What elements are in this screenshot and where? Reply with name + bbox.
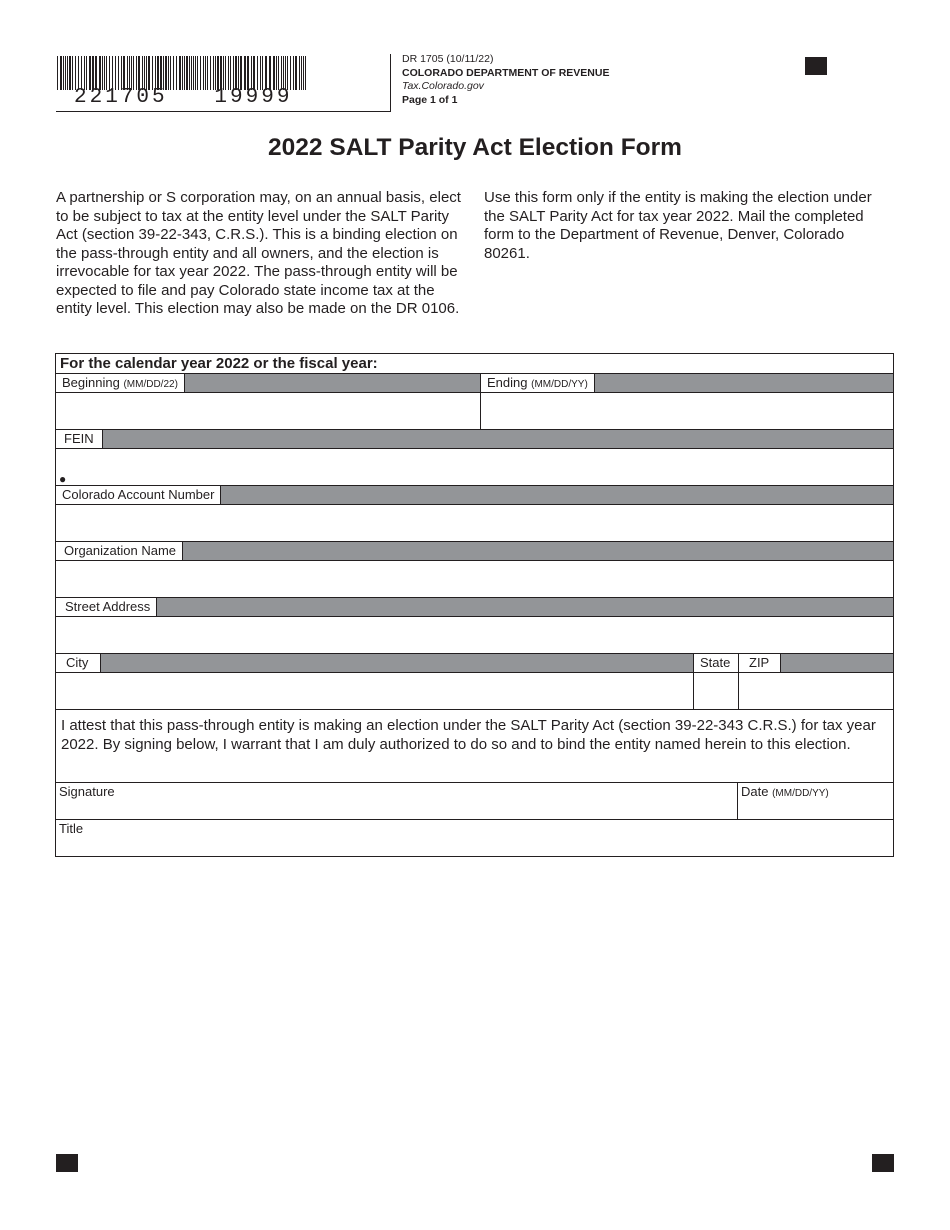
- barcode-bar: [262, 56, 263, 90]
- barcode-bar: [290, 56, 291, 90]
- agency-website: Tax.Colorado.gov: [402, 80, 484, 92]
- barcode-bar: [127, 56, 128, 90]
- organization-name-row: [56, 541, 893, 597]
- barcode-bar: [230, 56, 231, 90]
- title-row: [56, 819, 893, 856]
- barcode-bar: [195, 56, 196, 90]
- title-field[interactable]: [56, 836, 893, 856]
- barcode-bar: [233, 56, 234, 90]
- barcode-bar: [220, 56, 222, 90]
- barcode-bar: [106, 56, 107, 90]
- barcode-bar: [253, 56, 255, 90]
- barcode-bar: [305, 56, 306, 90]
- state-label-bar: [694, 654, 738, 673]
- barcode-bar: [191, 56, 192, 90]
- signature-row: [56, 782, 893, 820]
- page-title: 2022 SALT Parity Act Election Form: [268, 134, 682, 161]
- registration-mark-bottom-left: [56, 1154, 78, 1172]
- barcode-bar: [287, 56, 288, 90]
- agency-name: COLORADO DEPARTMENT OF REVENUE: [402, 66, 610, 79]
- registration-mark-bottom-right: [872, 1154, 894, 1172]
- barcode-bar: [138, 56, 140, 90]
- barcode-bar: [86, 56, 87, 90]
- barcode-bar: [276, 56, 277, 90]
- fiscal-year-heading: For the calendar year 2022 or the fiscal year:: [60, 355, 378, 372]
- street-address-row: [56, 597, 893, 653]
- signature-field[interactable]: [56, 799, 737, 820]
- ending-date-field[interactable]: [481, 393, 893, 430]
- barcode-bar: [65, 56, 66, 90]
- barcode-bar: [182, 56, 183, 90]
- barcode-bar: [69, 56, 71, 90]
- barcode-bars: [56, 56, 310, 90]
- barcode-bar: [148, 56, 150, 90]
- signature-label: Signature: [59, 784, 115, 799]
- form-id: DR 1705 (10/11/22): [402, 53, 494, 65]
- barcode-bar: [240, 56, 242, 90]
- barcode-bar: [89, 56, 91, 90]
- barcode-bar: [283, 56, 284, 90]
- date-field[interactable]: [738, 799, 893, 820]
- ending-label-bar: [481, 374, 893, 393]
- barcode-bar: [168, 56, 169, 90]
- barcode-bar: [228, 56, 229, 90]
- org-label-bar: [56, 542, 893, 561]
- barcode-bar: [244, 56, 246, 90]
- barcode-bar: [99, 56, 101, 90]
- barcode-bar: [285, 56, 286, 90]
- beginning-label-bar: [56, 374, 480, 393]
- barcode-bar: [215, 56, 216, 90]
- barcode-bar: [179, 56, 181, 90]
- barcode-bar: [257, 56, 258, 90]
- barcode-bar: [63, 56, 64, 90]
- intro-paragraph-right: Use this form only if the entity is making the election under the SALT Parity Act for tax year 2022. Mail the completed form to the Department of Revenue, Denver, Colorado 80261.: [484, 189, 872, 262]
- organization-name-label: Organization Name: [56, 542, 183, 560]
- barcode-bar: [72, 56, 73, 90]
- barcode-bar: [170, 56, 171, 90]
- barcode-bar: [238, 56, 239, 90]
- city-field[interactable]: [56, 673, 693, 709]
- barcode-bar: [152, 56, 153, 90]
- barcode-bar: [301, 56, 302, 90]
- barcode-bar: [84, 56, 85, 90]
- barcode-bar: [213, 56, 214, 90]
- barcode-bar: [57, 56, 58, 90]
- state-label: State: [694, 654, 736, 672]
- barcode-bar: [223, 56, 224, 90]
- zip-label: ZIP: [738, 654, 781, 672]
- street-address-label: Street Address: [56, 598, 157, 616]
- barcode-bar: [78, 56, 79, 90]
- barcode-bar: [251, 56, 252, 90]
- barcode-bar: [193, 56, 194, 90]
- barcode-bar: [269, 56, 271, 90]
- barcode-bar: [104, 56, 105, 90]
- barcode-bar: [205, 56, 206, 90]
- barcode-bar: [184, 56, 185, 90]
- barcode-bar: [129, 56, 130, 90]
- barcode-bar: [102, 56, 103, 90]
- barcode-bar: [293, 56, 294, 90]
- street-label-bar: [56, 598, 893, 617]
- form-header-info: [402, 53, 609, 107]
- account-number-row: [56, 485, 893, 541]
- title-label: Title: [59, 821, 84, 836]
- barcode-bar: [235, 56, 237, 90]
- barcode-bar: [203, 56, 204, 90]
- fein-label: FEIN: [56, 430, 103, 448]
- barcode-bar: [60, 56, 62, 90]
- organization-name-field[interactable]: [56, 561, 893, 597]
- account-label-bar: [56, 486, 893, 505]
- barcode-bar: [273, 56, 275, 90]
- barcode-bar: [157, 56, 159, 90]
- header-divider: [390, 54, 391, 112]
- barcode-bar: [112, 56, 113, 90]
- fiscal-period-row: [56, 373, 893, 430]
- barcode-bar: [92, 56, 94, 90]
- barcode-bar: [131, 56, 132, 90]
- barcode-bar: [207, 56, 208, 90]
- barcode-bar: [197, 56, 198, 90]
- barcode-bar: [123, 56, 125, 90]
- city-state-zip-row: [56, 653, 893, 709]
- fein-label-bar: [56, 430, 893, 449]
- beginning-date-field[interactable]: [56, 393, 480, 430]
- barcode-bar: [186, 56, 188, 90]
- beginning-label: Beginning (MM/DD/22): [56, 374, 185, 392]
- city-label: City: [56, 654, 101, 672]
- account-number-field[interactable]: [56, 505, 893, 541]
- barcode-bar: [189, 56, 190, 90]
- barcode-bar: [160, 56, 162, 90]
- zip-field[interactable]: [739, 673, 893, 709]
- state-field[interactable]: [694, 673, 738, 709]
- barcode-bar: [217, 56, 219, 90]
- barcode-bar: [176, 56, 177, 90]
- barcode-bar: [260, 56, 261, 90]
- barcode-bar: [133, 56, 134, 90]
- page-indicator: Page 1 of 1: [402, 93, 458, 106]
- barcode-bar: [278, 56, 279, 90]
- barcode-bar: [95, 56, 97, 90]
- date-label: Date (MM/DD/YY): [741, 784, 829, 799]
- barcode-bar: [163, 56, 164, 90]
- barcode-bar: [247, 56, 249, 90]
- barcode-bar: [121, 56, 122, 90]
- barcode-bar: [118, 56, 119, 90]
- barcode-bar: [265, 56, 267, 90]
- barcode-bar: [303, 56, 304, 90]
- barcode-bar: [173, 56, 174, 90]
- barcode-bar: [281, 56, 282, 90]
- barcode-bar: [115, 56, 116, 90]
- registration-mark-top-right: [805, 57, 827, 75]
- barcode-bar: [225, 56, 226, 90]
- barcode-bar: [155, 56, 156, 90]
- barcode-bar: [75, 56, 76, 90]
- barcode-bar: [210, 56, 211, 90]
- barcode-bar: [67, 56, 68, 90]
- barcode-bar: [165, 56, 167, 90]
- barcode-bar: [142, 56, 143, 90]
- zip-label-bar: [738, 654, 893, 673]
- barcode-bar: [144, 56, 145, 90]
- fein-bullet-marker: ●: [59, 472, 67, 486]
- barcode-bar: [136, 56, 137, 90]
- ending-label: Ending (MM/DD/YY): [481, 374, 595, 392]
- barcode-bar: [200, 56, 201, 90]
- street-address-field[interactable]: [56, 617, 893, 653]
- barcode-bar: [81, 56, 82, 90]
- city-label-bar: [56, 654, 693, 673]
- barcode: [56, 54, 390, 112]
- fein-row: [56, 429, 893, 485]
- account-number-label: Colorado Account Number: [56, 486, 221, 504]
- barcode-bar: [146, 56, 147, 90]
- barcode-number: 221705 19999: [74, 86, 293, 109]
- barcode-bar: [109, 56, 110, 90]
- election-form: [55, 353, 894, 857]
- barcode-bar: [299, 56, 300, 90]
- attestation-text: I attest that this pass-through entity is making an election under the SALT Parity Act (section 39-22-343 C.R.S.) for tax year 2022. By signing below, I warrant that I am duly authorized to do so and to bind the entity named herein to this election.: [61, 717, 876, 753]
- intro-paragraph-left: A partnership or S corporation may, on an annual basis, elect to be subject to tax at the entity level under the SALT Parity Act (section 39-22-343, C.R.S.). This is a binding election on the pass-through entity and all owners, and the election is irrevocable for tax year 2022. The pass-through entity will be expected to file and pay Colorado state income tax at the entity level. This election may also be made on the DR 0106.: [56, 189, 461, 317]
- barcode-bar: [295, 56, 297, 90]
- fein-field[interactable]: [56, 449, 893, 485]
